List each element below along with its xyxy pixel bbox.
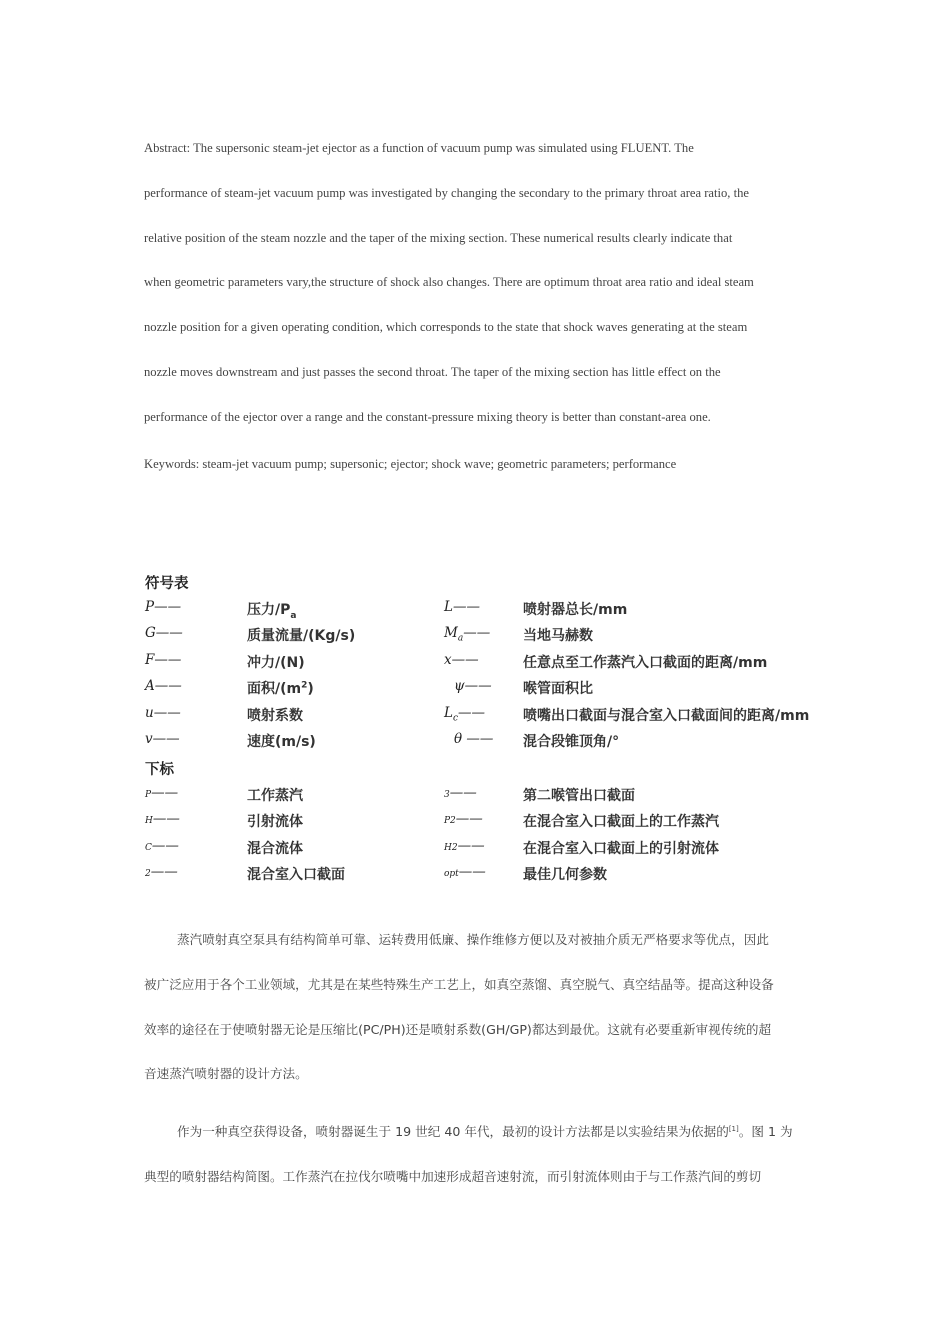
citation: [1] <box>728 1124 739 1133</box>
symbol: L—— <box>444 599 480 615</box>
abstract-line: relative position of the steam nozzle and the taper of the mixing section. These numerical results clearly indicate that <box>144 230 733 245</box>
subscript-description: 引射流体 <box>247 814 303 830</box>
symbol-description: 质量流量/(Kg/s) <box>247 628 356 644</box>
paragraph-line: 作为一种真空获得设备，喷射器诞生于 19 世纪 40 年代，最初的设计方法都是以实验结果为依据的[1]。图 1 为 <box>177 1124 793 1139</box>
symbol: P—— <box>145 599 182 615</box>
subscript-row <box>144 811 844 837</box>
nomenclature-row <box>144 731 844 757</box>
abstract <box>144 126 814 440</box>
paragraph-line: 音速蒸汽喷射器的设计方法。 <box>144 1066 308 1082</box>
subscript-row <box>144 838 844 864</box>
paragraph-line: 蒸汽喷射真空泵具有结构简单可靠、运转费用低廉、操作维修方便以及对被抽介质无严格要求等优点，因此 <box>177 932 769 947</box>
subscript-row <box>144 864 844 890</box>
symbol-description: 速度(m/s) <box>247 734 316 750</box>
symbol-description: 喉管面积比 <box>523 681 593 697</box>
subscript-symbol: 3—— <box>444 785 477 801</box>
symbol-description: 面积$/(m^2)$ <box>247 680 314 697</box>
symbol: $L_c——$ <box>444 705 486 724</box>
subscript-symbol: P—— <box>145 785 179 801</box>
symbol-description: 冲力/(N) <box>247 655 305 671</box>
symbol-description: 任意点至工作蒸汽入口截面的距离/mm <box>523 655 768 671</box>
symbol-description: 喷射器总长/mm <box>523 602 628 618</box>
paragraph-line: 典型的喷射器结构简图。工作蒸汽在拉伐尔喷嘴中加速形成超音速射流，而引射流体则由于与工作蒸汽间的剪切 <box>144 1168 762 1184</box>
subscript-description: 工作蒸汽 <box>247 788 303 804</box>
subscript-description: 在混合室入口截面上的工作蒸汽 <box>523 814 719 830</box>
subscript-symbol: 2—— <box>145 864 178 880</box>
subscript-description: 最佳几何参数 <box>523 867 607 883</box>
symbol-description: 混合段锥顶角/° <box>523 734 620 750</box>
subscript-symbol: opt—— <box>444 864 486 880</box>
abstract-line: performance of the ejector over a range and the constant-pressure mixing theory is better than constant-area one. <box>144 409 711 424</box>
subscript-description: 在混合室入口截面上的引射流体 <box>523 841 719 857</box>
symbol: x—— <box>444 652 479 668</box>
abstract-line: Abstract: The supersonic steam-jet ejector as a function of vacuum pump was simulated using FLUENT. The <box>144 141 694 155</box>
symbol-description: 喷射系数 <box>247 708 303 724</box>
keywords: Keywords: steam-jet vacuum pump; supersonic; ejector; shock wave; geometric parameters; performance <box>144 457 677 471</box>
symbol: ψ—— <box>454 678 492 694</box>
abstract-line: performance of steam-jet vacuum pump was investigated by changing the secondary to the primary throat area ratio, the <box>144 185 749 200</box>
symbol: A—— <box>145 678 182 694</box>
symbol: θ —— <box>454 731 494 747</box>
body-paragraph-2 <box>144 1110 808 1200</box>
paragraph-line: 效率的途径在于使喷射器无论是压缩比(PC/PH)还是喷射系数(GH/GP)都达到最优。这就有必要重新审视传统的超 <box>144 1021 772 1037</box>
subscript-row <box>144 785 844 811</box>
subscript-description: 混合室入口截面 <box>247 867 345 883</box>
subscript-symbol: H2—— <box>444 838 485 854</box>
subscript-description: 第二喉管出口截面 <box>523 788 635 804</box>
subscript-symbol: H—— <box>145 811 180 827</box>
body-paragraph-1 <box>144 918 808 1097</box>
nomenclature-row <box>144 652 844 678</box>
symbol: v—— <box>145 731 180 747</box>
symbol: $M_a——$ <box>444 625 491 644</box>
symbol-description: 喷嘴出口截面与混合室入口截面间的距离/mm <box>523 708 810 724</box>
symbol-description: 当地马赫数 <box>523 628 593 644</box>
nomenclature-row <box>144 678 844 704</box>
symbol: F—— <box>145 652 182 668</box>
subscript-symbol: C—— <box>145 838 179 854</box>
nomenclature-row <box>144 705 844 731</box>
paragraph-line: 被广泛应用于各个工业领域，尤其是在某些特殊生产工艺上，如真空蒸馏、真空脱气、真空结晶等。提高这种设备 <box>144 976 774 992</box>
subscript-title: 下标 <box>145 762 174 778</box>
nomenclature-title: 符号表 <box>145 576 189 592</box>
abstract-line: nozzle position for a given operating condition, which corresponds to the state that shock waves generating at the steam <box>144 320 748 335</box>
symbol: G—— <box>145 625 183 641</box>
symbol-description: 压力$/P_a$ <box>247 602 297 621</box>
subscript-description: 混合流体 <box>247 841 303 857</box>
nomenclature-row <box>144 599 844 625</box>
nomenclature-row <box>144 625 844 651</box>
abstract-line: nozzle moves downstream and just passes the second throat. The taper of the mixing section has little effect on the <box>144 364 721 379</box>
abstract-line: when geometric parameters vary,the structure of shock also changes. There are optimum throat area ratio and ideal steam <box>144 275 754 290</box>
subscript-symbol: P2—— <box>444 811 483 827</box>
symbol: u—— <box>145 705 181 721</box>
